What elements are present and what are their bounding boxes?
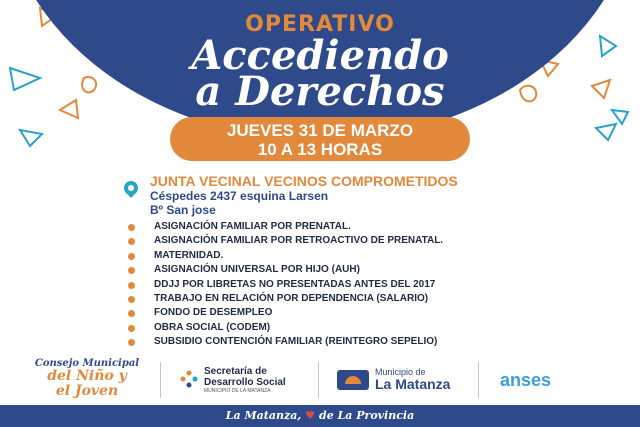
bullet-icon xyxy=(128,325,135,332)
sponsor-logos xyxy=(0,358,640,402)
services-list xyxy=(128,220,443,350)
date-banner xyxy=(170,117,470,161)
bullet-icon xyxy=(128,282,135,289)
consejo-logo xyxy=(32,358,142,402)
bullet-icon xyxy=(128,310,135,317)
sds-subtitle: MUNICIPIO DE LA MATANZA xyxy=(204,388,271,394)
list-item xyxy=(128,335,443,349)
anses-logo: anses xyxy=(500,370,552,390)
bullet-icon xyxy=(128,339,135,346)
desarrollo-social-logo xyxy=(180,358,305,402)
bullet-icon xyxy=(128,238,135,245)
venue-address: Céspedes 2437 esquina Larsen xyxy=(150,189,329,203)
heart-icon: ♥ xyxy=(305,409,316,422)
consejo-line3: el Joven xyxy=(55,383,119,399)
sds-line1: Secretaría de xyxy=(204,366,267,377)
list-item xyxy=(128,292,443,306)
service-label: OBRA SOCIAL (CODEM) xyxy=(154,321,271,333)
bullet-icon xyxy=(128,224,135,231)
service-label: ASIGNACIÓN FAMILIAR POR PRENATAL. xyxy=(154,221,351,232)
people-circle-icon xyxy=(180,370,198,388)
service-label: FONDO DE DESEMPLEO xyxy=(154,307,273,319)
footer-left: La Matanza, xyxy=(225,409,302,422)
triangle-shape xyxy=(596,124,616,140)
footer-right: de La Provincia xyxy=(319,409,415,422)
service-label: ASIGNACIÓN FAMILIAR POR RETROACTIVO DE PRENATAL. xyxy=(154,235,444,247)
list-item xyxy=(128,249,443,263)
service-label: TRABAJO EN RELACIÓN POR DEPENDENCIA (SALARIO) xyxy=(154,292,429,304)
la-matanza-logo xyxy=(337,358,462,402)
list-item xyxy=(128,278,443,292)
venue-neighborhood: Bº San jose xyxy=(150,203,216,217)
consejo-line2: del Niño y xyxy=(47,368,127,384)
event-title-line2: a Derechos xyxy=(195,68,445,115)
matanza-big: La Matanza xyxy=(375,376,451,392)
bullet-icon xyxy=(128,267,135,274)
list-item xyxy=(128,220,443,234)
logo-divider xyxy=(478,362,479,398)
service-label: DDJJ POR LIBRETAS NO PRESENTADAS ANTES DEL 2017 xyxy=(154,278,436,290)
list-item xyxy=(128,306,443,320)
service-label: ASIGNACIÓN UNIVERSAL POR HIJO (AUH) xyxy=(154,264,360,276)
list-item xyxy=(128,234,443,248)
venue-name: JUNTA VECINAL VECINOS COMPROMETIDOS xyxy=(150,173,458,189)
venue-block xyxy=(150,173,458,217)
bullet-icon xyxy=(128,296,135,303)
footer-banner xyxy=(0,405,640,427)
event-hours: 10 A 13 HORAS xyxy=(257,140,383,159)
matanza-small: Municipio de xyxy=(375,367,426,377)
consejo-line1: Consejo Municipal xyxy=(34,358,140,369)
municipio-emblem-icon xyxy=(337,370,369,390)
desarrollo-social-text xyxy=(204,366,286,395)
service-label: SUBSIDIO CONTENCIÓN FAMILIAR (REINTEGRO SEPELIO) xyxy=(154,336,438,348)
service-label: MATERNIDAD. xyxy=(154,249,224,261)
triangle-shape xyxy=(612,110,628,124)
sds-line2: Desarrollo Social xyxy=(204,377,286,388)
event-kicker: OPERATIVO xyxy=(245,12,395,37)
event-date: JUEVES 31 DE MARZO xyxy=(226,121,414,140)
la-matanza-text xyxy=(375,367,450,392)
logo-divider xyxy=(160,362,161,398)
list-item xyxy=(128,263,443,277)
logo-divider xyxy=(318,362,319,398)
event-title-line1: Accediendo xyxy=(191,32,449,79)
list-item xyxy=(128,321,443,335)
bullet-icon xyxy=(128,253,135,260)
triangle-shape xyxy=(20,130,42,146)
